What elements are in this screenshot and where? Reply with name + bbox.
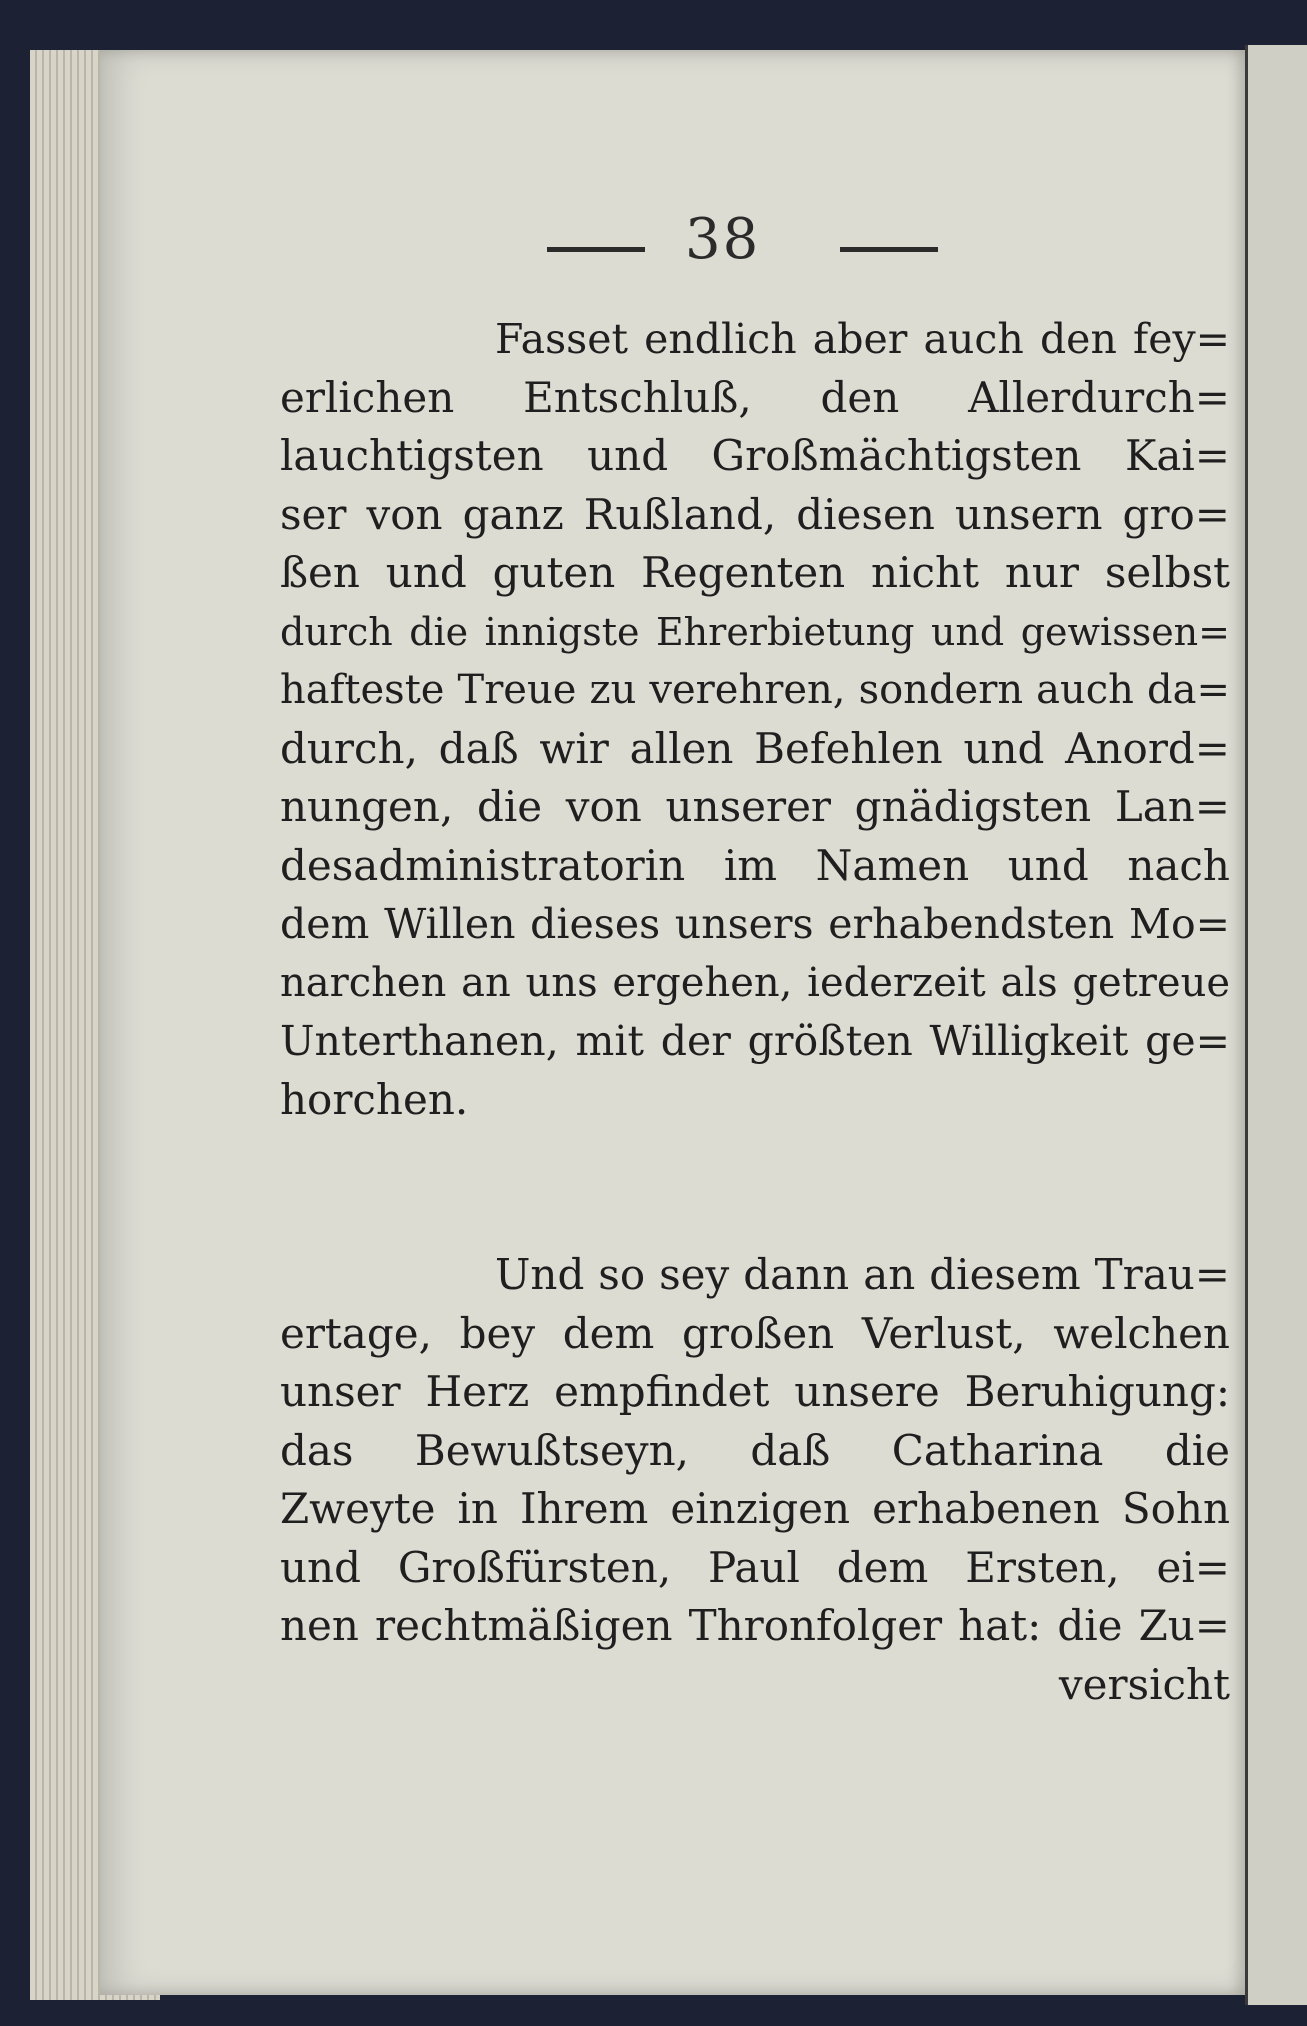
text-line: dem Willen dieses unsers erhabendsten Mo= (280, 900, 1230, 948)
text-line: durch die innigste Ehrerbietung und gewissen= (280, 609, 1230, 654)
text-line: ser von ganz Rußland, diesen unsern gro= (280, 489, 1230, 539)
header-rule-left (547, 247, 645, 252)
next-page-edge (1245, 45, 1307, 2005)
text-line: narchen an uns ergehen, iederzeit als getreue (280, 959, 1230, 1006)
text-line: Zweyte in Ihrem einzigen erhabenen Sohn (280, 1484, 1230, 1533)
catchword: versicht (1058, 1659, 1230, 1709)
body-text (280, 310, 1230, 1714)
text-line: lauchtigsten und Großmächtigsten Kai= (280, 431, 1230, 480)
book-page (100, 50, 1245, 1995)
paragraph-1 (280, 310, 1230, 1129)
text-line: das Bewußtseyn, daß Catharina die (280, 1425, 1230, 1475)
text-line: hafteste Treue zu verehren, sondern auch da= (280, 667, 1230, 713)
text-line: ßen und guten Regenten nicht nur selbst (280, 548, 1230, 597)
text-line: und Großfürsten, Paul dem Ersten, ei= (280, 1542, 1230, 1592)
text-line: Unterthanen, mit der größten Willigkeit ge= (280, 1017, 1230, 1065)
text-line: Und so sey dann an diesem Trau= (495, 1250, 1230, 1299)
text-line: unser Herz empfindet unsere Beruhigung: (280, 1367, 1230, 1416)
text-line: erlichen Entschluß, den Allerdurch= (280, 372, 1230, 422)
text-line: desadministratorin im Namen und nach (280, 840, 1230, 890)
paragraph-2 (280, 1246, 1230, 1714)
text-line: ertage, bey dem großen Verlust, welchen (280, 1308, 1230, 1358)
page-header (100, 205, 1245, 275)
text-line: nungen, die von unserer gnädigsten Lan= (280, 782, 1230, 831)
page-number: 38 (685, 207, 761, 272)
text-line: horchen. (280, 1074, 469, 1124)
text-line: Fasset endlich aber auch den fey= (495, 315, 1230, 363)
header-rule-right (840, 247, 938, 252)
text-line: nen rechtmäßigen Thronfolger hat: die Zu= (280, 1601, 1230, 1650)
paragraph-gap (280, 1129, 1230, 1246)
text-line: durch, daß wir allen Befehlen und Anord= (280, 723, 1230, 773)
